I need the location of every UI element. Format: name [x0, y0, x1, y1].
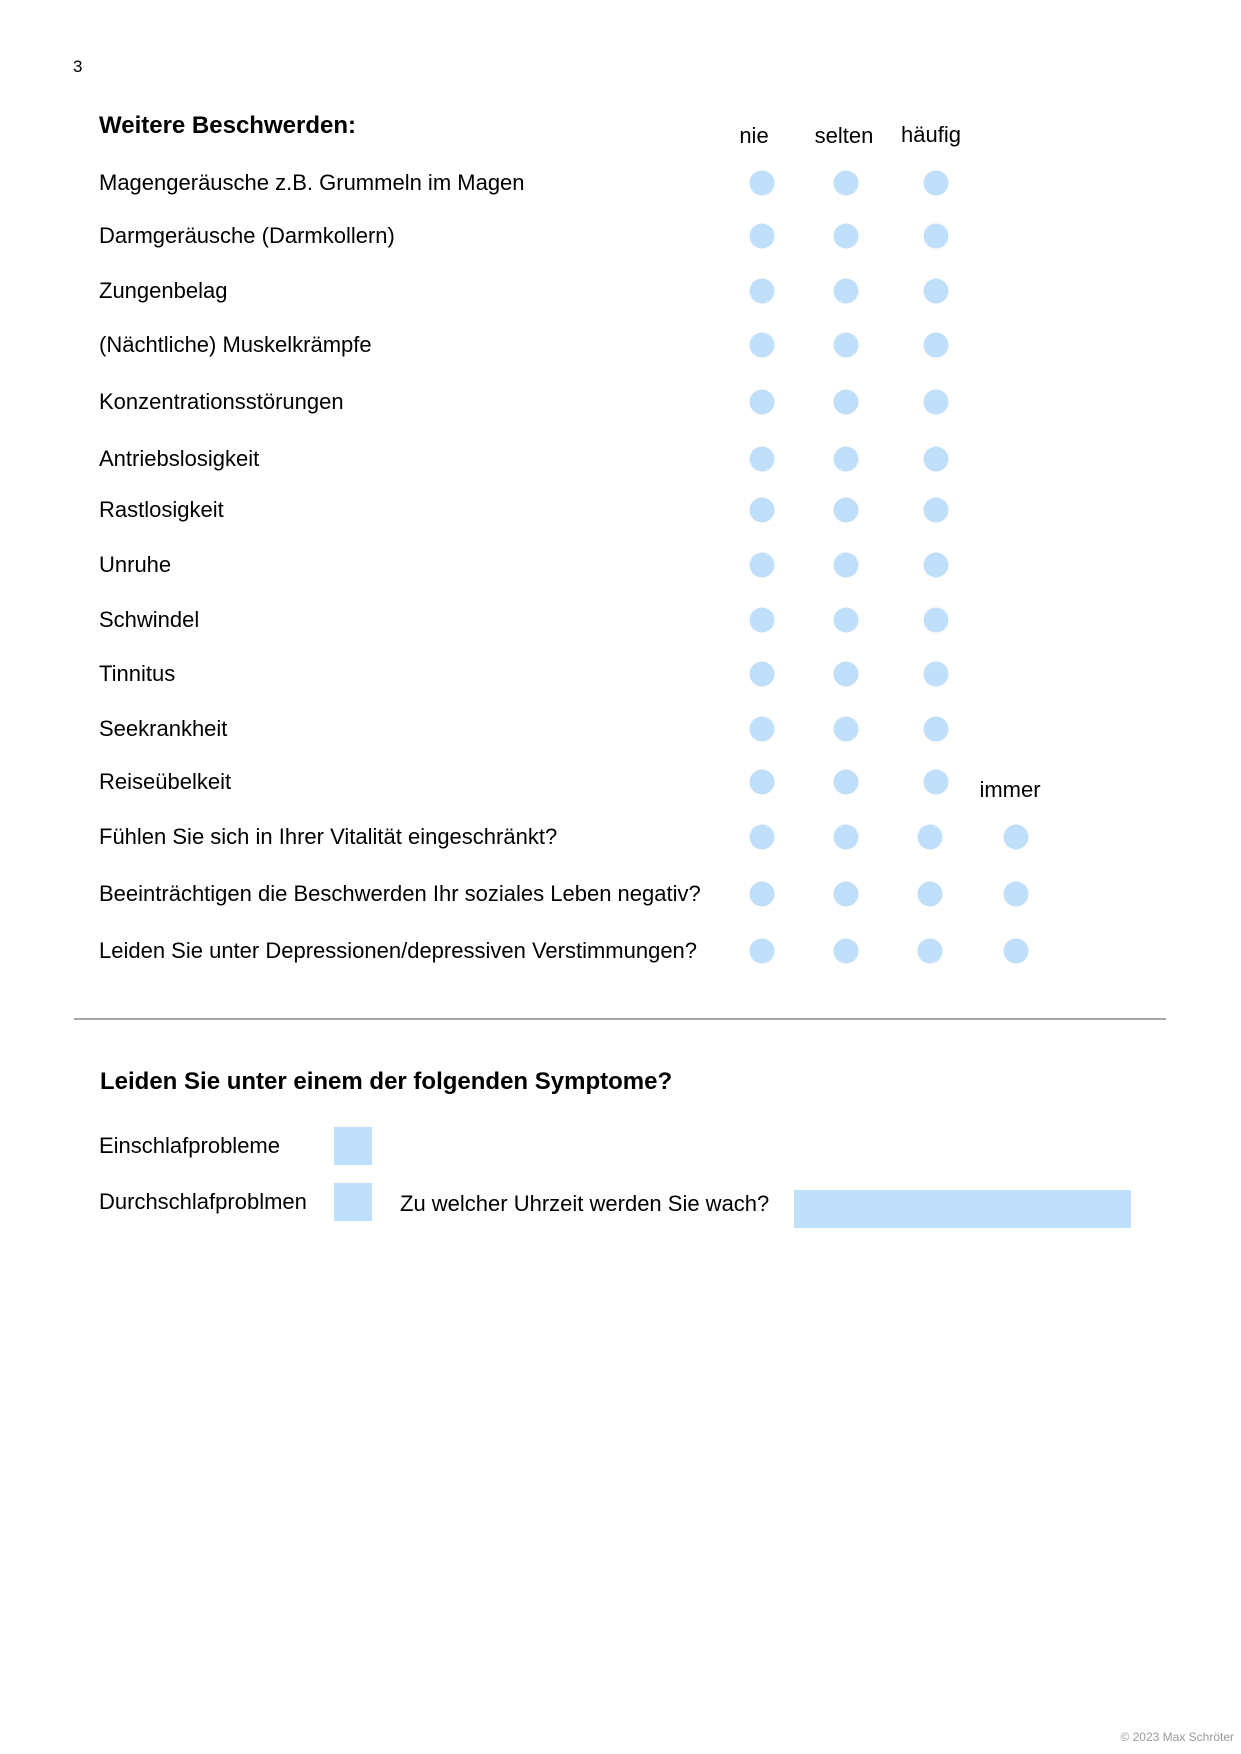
column-header-nie: nie — [739, 123, 769, 148]
radio-selten[interactable] — [834, 825, 859, 850]
radio-haeufig[interactable] — [924, 447, 949, 472]
radio-nie[interactable] — [750, 770, 775, 795]
radio-selten[interactable] — [834, 553, 859, 578]
radio-haeufig[interactable] — [924, 553, 949, 578]
symptom-row-label: Leiden Sie unter Depressionen/depressiven Verstimmungen? — [99, 938, 698, 963]
radio-haeufig[interactable] — [924, 390, 949, 415]
radio-nie[interactable] — [750, 333, 775, 358]
radio-nie[interactable] — [750, 447, 775, 472]
radio-nie[interactable] — [750, 717, 775, 742]
radio-selten[interactable] — [834, 224, 859, 249]
radio-nie[interactable] — [750, 390, 775, 415]
radio-haeufig[interactable] — [924, 171, 949, 196]
symptom-row-label: Tinnitus — [99, 661, 176, 686]
label-wake-time-question: Zu welcher Uhrzeit werden Sie wach? — [400, 1191, 770, 1216]
radio-selten[interactable] — [834, 447, 859, 472]
column-header-immer: immer — [979, 777, 1041, 802]
radio-nie[interactable] — [750, 939, 775, 964]
symptom-row-label: Konzentrationsstörungen — [99, 389, 344, 414]
column-header-haeufig: häufig — [901, 122, 961, 147]
radio-selten[interactable] — [834, 333, 859, 358]
checkbox-einschlafprobleme[interactable] — [334, 1127, 372, 1165]
radio-haeufig[interactable] — [918, 825, 943, 850]
column-header-selten: selten — [814, 123, 874, 148]
section-title-weitere-beschwerden: Weitere Beschwerden: — [99, 112, 356, 139]
radio-selten[interactable] — [834, 770, 859, 795]
label-durchschlafprobleme: Durchschlafproblmen — [99, 1189, 307, 1214]
symptom-row-label: Magengeräusche z.B. Grummeln im Magen — [99, 170, 525, 195]
checkbox-durchschlafprobleme[interactable] — [334, 1183, 372, 1221]
radio-selten[interactable] — [834, 279, 859, 304]
radio-nie[interactable] — [750, 498, 775, 523]
radio-selten[interactable] — [834, 882, 859, 907]
radio-haeufig[interactable] — [924, 333, 949, 358]
symptom-row-label: Unruhe — [99, 552, 172, 577]
radio-immer[interactable] — [1004, 882, 1029, 907]
radio-haeufig[interactable] — [924, 662, 949, 687]
radio-nie[interactable] — [750, 882, 775, 907]
radio-selten[interactable] — [834, 390, 859, 415]
page-number: 3 — [73, 57, 83, 76]
radio-nie[interactable] — [750, 224, 775, 249]
radio-immer[interactable] — [1004, 825, 1029, 850]
section-title-symptome: Leiden Sie unter einem der folgenden Symptome? — [100, 1068, 673, 1095]
symptom-row-label: Reiseübelkeit — [99, 769, 232, 794]
radio-nie[interactable] — [750, 171, 775, 196]
symptom-row-label: Antriebslosigkeit — [99, 446, 260, 471]
radio-selten[interactable] — [834, 498, 859, 523]
radio-nie[interactable] — [750, 662, 775, 687]
copyright-footer: © 2023 Max Schröter — [1120, 1730, 1234, 1744]
radio-haeufig[interactable] — [924, 498, 949, 523]
radio-selten[interactable] — [834, 939, 859, 964]
label-einschlafprobleme: Einschlafprobleme — [99, 1133, 280, 1158]
symptom-row-label: Rastlosigkeit — [99, 497, 224, 522]
symptom-row-label: Fühlen Sie sich in Ihrer Vitalität eingeschränkt? — [99, 824, 558, 849]
radio-nie[interactable] — [750, 608, 775, 633]
symptom-row-label: Schwindel — [99, 607, 200, 632]
section-divider — [74, 1018, 1166, 1020]
symptom-row-label: (Nächtliche) Muskelkrämpfe — [99, 332, 372, 357]
radio-selten[interactable] — [834, 662, 859, 687]
radio-nie[interactable] — [750, 825, 775, 850]
symptom-row-label: Seekrankheit — [99, 716, 228, 741]
radio-haeufig[interactable] — [918, 882, 943, 907]
wake-time-input[interactable] — [794, 1190, 1131, 1228]
radio-haeufig[interactable] — [924, 717, 949, 742]
radio-haeufig[interactable] — [924, 224, 949, 249]
symptom-row-label: Beeinträchtigen die Beschwerden Ihr soziales Leben negativ? — [99, 881, 701, 906]
radio-haeufig[interactable] — [918, 939, 943, 964]
radio-haeufig[interactable] — [924, 608, 949, 633]
radio-nie[interactable] — [750, 553, 775, 578]
radio-immer[interactable] — [1004, 939, 1029, 964]
radio-haeufig[interactable] — [924, 770, 949, 795]
radio-nie[interactable] — [750, 279, 775, 304]
symptom-row-label: Zungenbelag — [99, 278, 228, 303]
radio-haeufig[interactable] — [924, 279, 949, 304]
symptom-row-label: Darmgeräusche (Darmkollern) — [99, 223, 395, 248]
radio-selten[interactable] — [834, 717, 859, 742]
radio-selten[interactable] — [834, 608, 859, 633]
radio-selten[interactable] — [834, 171, 859, 196]
